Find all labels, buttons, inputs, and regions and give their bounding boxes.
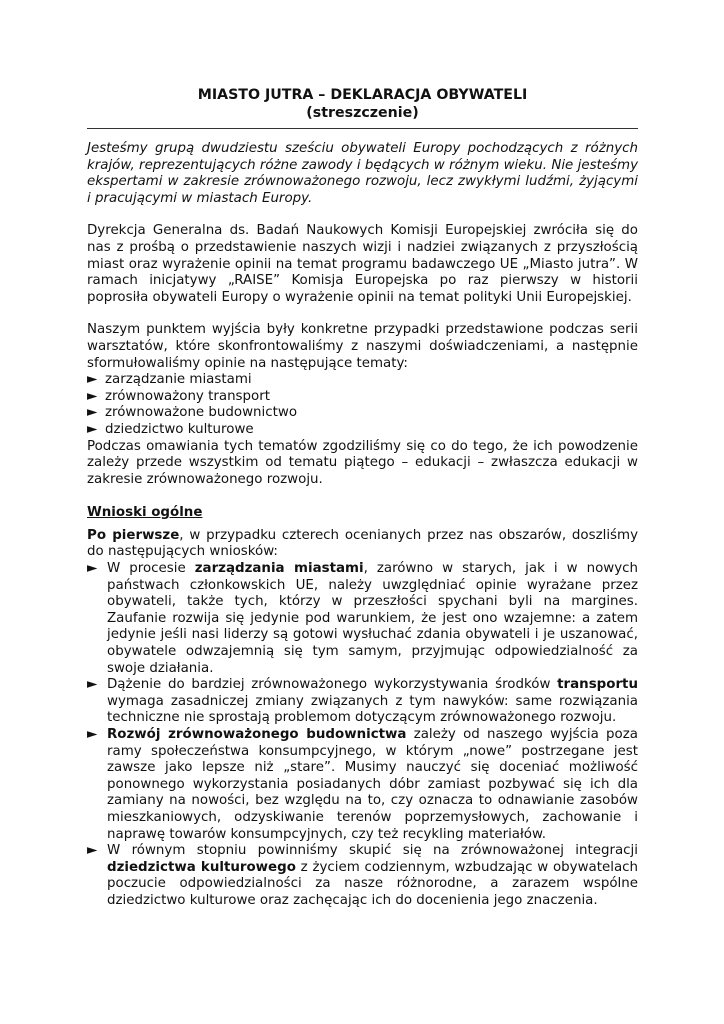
paragraph-dg-research: Dyrekcja Generalna ds. Badań Naukowych Komisji Europejskiej zwróciła się do nas z prośbą o przedstawienie naszych wizji i nadziei związanych z przyszłością miast oraz wyrażenie opinii na temat programu badawczego UE „Miasto jutra”. W ramach inicjatywy „RAISE” Komisja Europejska po raz pierwszy w historii poprosiła obywateli Europy o wyrażenie opinii na temat polityki Unii Europejskiej. — [87, 223, 638, 305]
document-title — [87, 86, 638, 122]
conclusion-text: zależy od naszego wyjścia poza ramy społeczeństwa konsumpcyjnego, w którym „nowe” postrzegane jest zawsze jako lepsze niż „stare”. Musimy nauczyć się doceniać możliwość ponownego wykorzystania posiadanych dóbr zamiast pozbywać się ich dla zamiany na nowości, bez względu na to, czy oznacza to odnawianie zasobów mieszkaniowych, odzyskiwanie terenów poprzemysłowych, zachowanie i naprawę towarów konsumpcyjnych, czy też recykling materiałów. — [107, 727, 638, 842]
title-line-2: (streszczenie) — [306, 105, 419, 121]
conclusion-keyword: transportu — [557, 677, 638, 693]
bullet-arrow-icon: ► — [87, 843, 98, 859]
bullet-arrow-icon: ► — [87, 372, 98, 388]
bullet-arrow-icon: ► — [87, 421, 98, 437]
topic-item — [87, 405, 638, 422]
section-heading: Wnioski ogólne — [87, 505, 203, 521]
conclusion-text: z życiem codziennym, wzbudzając w obywatelach poczucie odpowiedzialności za nasze różnorodne, a zarazem wspólne dziedzictwo kulturowe oraz zachęcając ich do docenienia jego znaczenia. — [107, 859, 639, 908]
conclusion-item — [87, 843, 638, 909]
conclusion-keyword: zarządzania miastami — [194, 561, 364, 577]
topic-label: zrównoważone budownictwo — [105, 405, 298, 421]
paragraph-education: Podczas omawiania tych tematów zgodziliśmy się co do tego, że ich powodzenie zależy przede wszystkim od tematu piątego – edukacji – zwłaszcza edukacji w zakresie zrównoważonego rozwoju. — [87, 438, 638, 487]
topic-item — [87, 422, 638, 439]
conclusion-text: W równym stopniu powinniśmy skupić się na zrównoważonej integracji — [107, 843, 638, 859]
conclusion-item — [87, 561, 638, 677]
paragraph-first — [87, 528, 638, 561]
bullet-arrow-icon: ► — [87, 561, 98, 577]
topic-item — [87, 372, 638, 389]
conclusion-item — [87, 677, 638, 727]
conclusion-keyword: Rozwój zrównoważonego budownictwa — [107, 727, 407, 742]
bullet-arrow-icon: ► — [87, 677, 98, 693]
intro-paragraph: Jesteśmy grupą dwudziestu sześciu obywateli Europy pochodzących z różnych krajów, reprezentujących różne zawody i będących w różnym wieku. Nie jesteśmy ekspertami w zakresie zrównoważonego rozwoju, lecz zwykłymi ludźmi, żyjącymi i pracującymi w miastach Europy. — [87, 141, 638, 206]
conclusions-list — [87, 561, 638, 909]
first-lead: Po pierwsze — [87, 527, 180, 543]
title-divider — [87, 128, 638, 129]
bullet-arrow-icon: ► — [87, 727, 98, 742]
topic-label: zarządzanie miastami — [105, 372, 252, 388]
topic-item — [87, 389, 638, 406]
topic-label: zrównoważony transport — [105, 388, 270, 404]
paragraph-workshops: Naszym punktem wyjścia były konkretne przypadki przedstawione podczas serii warsztatów, które skonfrontowaliśmy z naszymi doświadczeniami, a następnie sformułowaliśmy opinie na następujące tematy: — [87, 322, 638, 371]
bullet-arrow-icon: ► — [87, 405, 98, 421]
first-rest: , w przypadku czterech ocenianych przez nas obszarów, doszliśmy do następujących wniosków: — [87, 527, 639, 560]
conclusion-text: Dążenie do bardziej zrównoważonego wykorzystywania środków — [107, 677, 558, 693]
conclusion-item — [87, 727, 638, 843]
conclusion-keyword: dziedzictwa kulturowego — [107, 859, 296, 875]
title-line-1: MIASTO JUTRA – DEKLARACJA OBYWATELI — [197, 87, 528, 103]
topic-label: dziedzictwo kulturowe — [105, 421, 254, 437]
conclusion-text: , zarówno w starych, jak i w nowych państwach członkowskich UE, należy uwzględniać opinie wyrażane przez obywateli, także tych, którzy w przeszłości spychani byli na margines. Zaufanie rozwija się jedynie pod warunkiem, że jest ono wzajemne: a zatem jedynie jeśli nasi liderzy są gotowi wysłuchać zdania obywateli i je uszanować, obywatele odwzajemnią się tym samym, przyjmując odpowiedzialność za swoje działania. — [107, 561, 638, 676]
conclusion-text: wymaga zasadniczej zmiany związanych z tym nawyków: same rozwiązania techniczne nie sprostają problemom dotyczącym zrównoważonego rozwoju. — [107, 693, 638, 726]
conclusion-text: W procesie — [107, 561, 195, 577]
document-page — [87, 86, 638, 910]
bullet-arrow-icon: ► — [87, 388, 98, 404]
